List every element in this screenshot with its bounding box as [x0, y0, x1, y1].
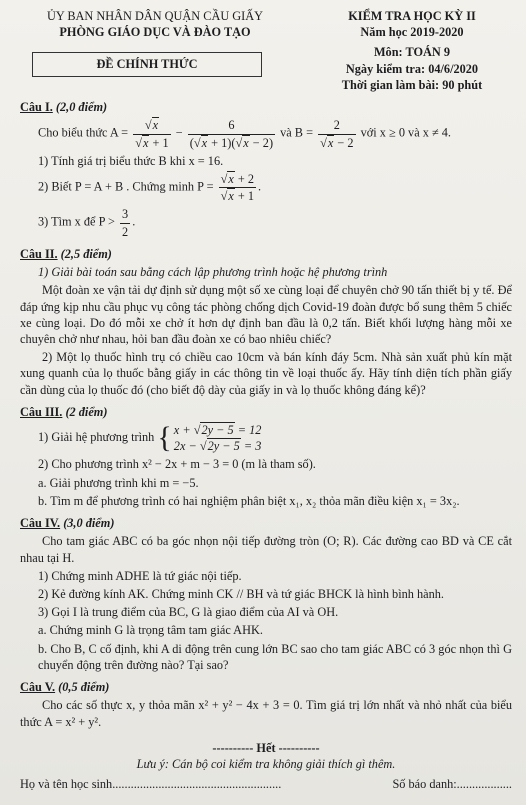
equation-2: 2x − √2y − 5 = 3	[173, 439, 262, 454]
header-organization	[20, 8, 290, 40]
q4-title: Câu IV.	[20, 516, 61, 531]
q3-points: (2 điểm)	[65, 404, 108, 419]
q1-item2: 2) Biết P = A + B . Chứng minh P = $\frac{√x + 2}{√x + 1}$ .	[38, 171, 262, 204]
q5-points: (0,5 điểm)	[58, 680, 110, 695]
q1-intro-prefix: Cho biểu thức A =	[38, 125, 129, 140]
q3-item1	[20, 422, 512, 454]
q2-title: Câu II.	[20, 246, 58, 261]
equation-system: { x + √2y − 5 = 12 2x − √2y − 5 = 3	[157, 421, 262, 455]
q5-text: Cho các số thực x, y thỏa mãn x² + y² − 4x + 3 = 0. Tìm giá trị lớn nhất và nhỏ nhất của biểu thức A = x² + y².	[20, 698, 512, 729]
proctor-note: Lưu ý: Cán bộ coi kiểm tra không giải thích gì thêm.	[136, 756, 396, 771]
student-name-field: Họ và tên học sinh.......................................................	[20, 777, 282, 792]
org-line1: ỦY BAN NHÂN DÂN QUẬN CẦU GIẤY	[46, 9, 264, 23]
frac-a1: $\frac{√x}{√x + 1}$	[135, 118, 169, 150]
org-line2: PHÒNG GIÁO DỤC VÀ ĐÀO TẠO	[59, 25, 251, 40]
duration: Thời gian làm bài: 90 phút	[341, 77, 483, 92]
q2-item2-text: 2) Một lọ thuốc hình trụ có chiều cao 10cm và bán kính đáy 5cm. Nhà sản xuất phủ kín mặt xung quanh của lọ thuốc bằng giấy in các thông tin về loại thuốc ấy. Hãy tính diện tích phần giấy cần dùng của lọ thuốc đó (cho biết độ dày của giấy in và lọ thuốc không đáng kể)?	[20, 350, 512, 397]
q4-item3: 3) Gọi I là trung điểm của BC, G là giao điểm của AI và OH.	[38, 605, 339, 620]
q5-heading	[20, 679, 512, 695]
q4-item3b: b. Cho B, C cố định, khi A di động trên cung lớn BC sao cho tam giác ABC có 3 góc nhọn thì G chuyển động trên đường nào? Tại sao?	[38, 641, 512, 672]
student-id-field: Số báo danh:..................	[392, 777, 512, 792]
frac-3-2: $\frac{3}{2}$	[122, 207, 129, 239]
q3-heading	[20, 404, 512, 420]
exam-title: KIỂM TRA HỌC KỲ II	[348, 9, 476, 23]
q2-heading	[20, 246, 512, 262]
frac-b: $\frac{2}{√x - 2}$	[320, 118, 354, 150]
q1-condition: với x ≥ 0 và x ≠ 4.	[360, 125, 451, 140]
school-year: Năm học 2019-2020	[360, 25, 464, 40]
q3-item2: 2) Cho phương trình x² − 2x + m − 3 = 0 (m là tham số).	[38, 457, 316, 472]
q1-title: Câu I.	[20, 100, 53, 115]
q2-points: (2,5 điểm)	[60, 246, 112, 261]
q4-item1: 1) Chứng minh ADHE là tứ giác nội tiếp.	[38, 568, 242, 583]
q3-item2a: a. Giải phương trình khi m = −5.	[38, 475, 199, 490]
q2-item1-title: 1) Giải bài toán sau bằng cách lập phương trình hoặc hệ phương trình	[38, 265, 388, 280]
q4-points: (3,0 điểm)	[63, 516, 115, 531]
exam-info	[312, 44, 512, 93]
q1-item1: 1) Tính giá trị biểu thức B khi x = 16.	[38, 153, 224, 168]
q1-and-b: và B =	[280, 125, 314, 140]
q3-item1-prefix: 1) Giải hệ phương trình	[38, 430, 155, 445]
q4-intro: Cho tam giác ABC có ba góc nhọn nội tiếp đường tròn (O; R). Các đường cao BD và CE cắt nhau tại H.	[20, 534, 512, 565]
exam-date: Ngày kiểm tra: 04/6/2020	[345, 61, 479, 76]
header-exam	[312, 8, 512, 40]
signature-line	[20, 776, 512, 792]
frac-p: $\frac{√x + 2}{√x + 1}$	[220, 171, 255, 204]
subject: Môn: TOÁN 9	[373, 45, 451, 60]
q1-points: (2,0 điểm)	[55, 100, 108, 115]
q4-item2: 2) Kẻ đường kính AK. Chứng minh CK // BH và tứ giác BHCK là hình bình hành.	[38, 587, 444, 601]
q4-item3a: a. Chứng minh G là trọng tâm tam giác AHK.	[38, 623, 263, 638]
q5-title: Câu V.	[20, 680, 56, 695]
q3-title: Câu III.	[20, 404, 63, 419]
equation-1: x + √2y − 5 = 12	[173, 423, 262, 438]
q1-item3: 3) Tìm x để P > $\frac{3}{2}$ .	[38, 207, 136, 239]
q1-intro: Cho biểu thức A = $\frac{√x}{√x + 1}$ − $\frac{6}{(√x + 1)(√x - 2)}$ và B = $\frac{2}{√x - 2}$ với x ≥ 0 và x ≠ 4.	[38, 118, 451, 150]
end-marker: ---------- Hết ----------	[212, 740, 320, 755]
exam-header	[20, 8, 512, 40]
q1-heading	[20, 99, 512, 115]
q3-item2b: b. Tìm m để phương trình có hai nghiệm phân biệt x₁, x₂ thỏa mãn điều kiện x₁ = 3x₂.	[38, 493, 460, 508]
q1-item3-prefix: 3) Tìm x để P >	[38, 214, 115, 229]
frac-a2: $\frac{6}{(√x + 1)(√x - 2)}$	[189, 118, 274, 150]
q4-heading	[20, 515, 512, 531]
q2-item1-text: Một đoàn xe vận tải dự định sử dụng một số xe cùng loại để chuyên chở 90 tấn thiết bị y tế. Để đáp ứng kịp nhu cầu phục vụ công tác phòng chống dịch Covid-19 đoàn được bổ sung thêm 5 chiếc xe cùng loại. Do đó mỗi xe chở ít hơn dự định ban đầu là 0,2 tấn. Biết khối lượng hàng mỗi xe chuyên chở như nhau, hỏi ban đầu đoàn xe có bao nhiêu chiếc?	[20, 283, 512, 346]
official-label: ĐỀ CHÍNH THỨC	[32, 52, 262, 76]
q1-item2-prefix: 2) Biết P = A + B . Chứng minh P =	[38, 179, 214, 194]
